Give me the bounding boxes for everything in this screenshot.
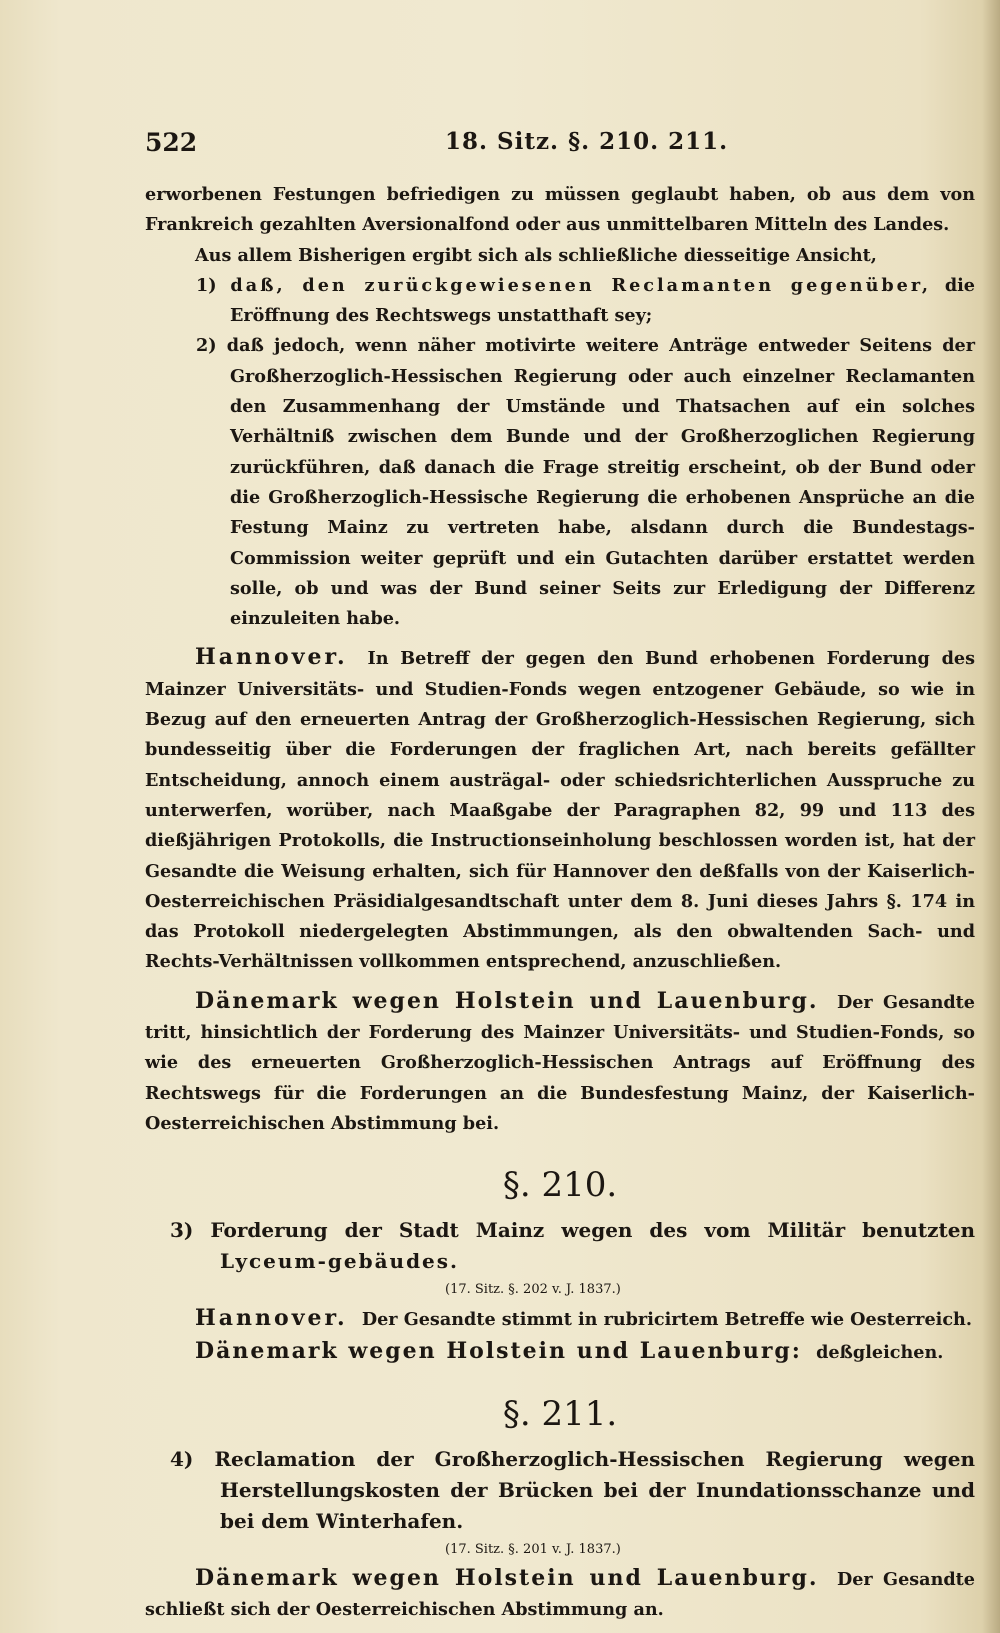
vote-text: Der Gesandte schließt sich der Oesterreichischen Abstimmung an. (145, 1568, 975, 1621)
list-item-text: die Eröffnung des Rechtswegs unstatthaft sey; (230, 274, 975, 327)
vote-text: Der Gesandte tritt, hinsichtlich der Forderung des Mainzer Universitäts- und Studien-Fonds, so wie des erneuerten Großherzoglich-Hessischen Antrags auf Eröffnung des Rechtswegs für die Forderungen an die Bundesfestung Mainz, der Kaiserlich-Oesterreichischen Abstimmung bei. (145, 991, 975, 1134)
speaker-name: Hannover. (195, 1305, 348, 1332)
list-item-2 (145, 331, 975, 634)
section-title-211: §. 211. (502, 1393, 618, 1434)
vote-text: In Betreff der gegen den Bund erhobenen Forderung des Mainzer Universitäts- und Studien-Fonds wegen entzogener Gebäude, so wie in Bezug auf den erneuerten Antrag der Großherzoglich-Hessischen Regierung, sich bundesseitig über die Forderungen der fraglichen Art, nach bereits gefällter Entscheidung, annoch einem austrägal- oder schiedsrichterlichen Ausspruche zu unterwerfen, worüber, nach Maaßgabe der Paragraphen 82, 99 und 113 des dießjährigen Protokolls, die Instructionseinholung beschlossen worden ist, hat der Gesandte die Weisung erhalten, sich für Hannover den deßfalls von der Kaiserlich-Oesterreichischen Präsidialgesandtschaft unter dem 8. Juni dieses Jahrs §. 174 in das Protokoll niedergelegten Abstimmungen, als den obwaltenden Sach- und Rechts-Verhältnissen vollkommen entsprechend, anzuschließen. (145, 648, 975, 973)
section-reference: (17. Sitz. §. 201 v. J. 1837.) (445, 1541, 621, 1557)
running-title: 18. Sitz. §. 210. 211. (445, 128, 729, 155)
vote-daenemark (145, 986, 975, 1139)
binding-shadow (982, 0, 1000, 1633)
section-title-210: §. 210. (502, 1165, 618, 1206)
speaker-name: Dänemark wegen Holstein und Lauenburg: (195, 1337, 802, 1364)
speaker-name: Dänemark wegen Holstein und Lauenburg. (195, 987, 819, 1014)
section-reference: (17. Sitz. §. 202 v. J. 1837.) (445, 1282, 621, 1298)
speaker-name: Dänemark wegen Holstein und Lauenburg. (195, 1564, 819, 1591)
section-heading-211 (145, 1444, 975, 1537)
paragraph-summary: Aus allem Bisherigen ergibt sich als schließliche diesseitige Ansicht, (195, 244, 877, 266)
vote-hannover (145, 1303, 975, 1335)
paragraph-continuation: erworbenen Festungen befriedigen zu müssen geglaubt haben, ob aus dem von Frankreich gezahlten Aversionalfond oder aus unmittelbaren Mitteln des Landes. (145, 184, 975, 236)
list-marker: 4) (170, 1446, 194, 1471)
vote-hannover (145, 642, 975, 977)
vote-text: Der Gesandte stimmt in rubricirtem Betreffe wie Oesterreich. (361, 1309, 972, 1331)
list-marker: 2) (196, 335, 217, 357)
list-marker: 1) (196, 274, 217, 296)
heading-text: Reclamation der Großherzoglich-Hessischen Regierung wegen Herstellungskosten der Brücken bei der Inundationsschanze und bei dem Winterhafen. (214, 1446, 976, 1533)
section-heading-210 (145, 1215, 975, 1277)
list-item-text: daß jedoch, wenn näher motivirte weitere Anträge entweder Seitens der Großherzoglich-Hessischen Regierung oder auch einzelner Reclamanten den Zusammenhang der Umstände und Thatsachen auf ein solches Verhältniß zwischen dem Bunde und der Großherzoglichen Regierung zurückführen, daß danach die Frage streitig erscheint, ob der Bund oder die Großherzoglich-Hessische Regierung die erhobenen Ansprüche an die Festung Mainz zu vertreten habe, alsdann durch die Bundestags-Commission weiter geprüft und ein Gutachten darüber erstattet werden solle, ob und was der Bund seiner Seits zur Erledigung der Differenz einzuleiten habe. (226, 335, 975, 630)
page-number: 522 (145, 128, 198, 157)
list-item-lead: daß, den zurückgewiesenen Reclamanten gegenüber, (230, 274, 931, 296)
heading-text-spaced: Lyceum-gebäudes. (220, 1249, 460, 1274)
speaker-name: Hannover. (195, 644, 348, 671)
list-marker: 3) (170, 1218, 194, 1243)
vote-daenemark (145, 1336, 975, 1368)
page-body (145, 180, 975, 1625)
page-header (145, 128, 985, 168)
vote-text: deßgleichen. (816, 1341, 944, 1363)
heading-text: Forderung der Stadt Mainz wegen des vom Militär benutzten (210, 1218, 975, 1243)
list-item-1 (145, 271, 975, 332)
vote-daenemark (145, 1563, 975, 1626)
